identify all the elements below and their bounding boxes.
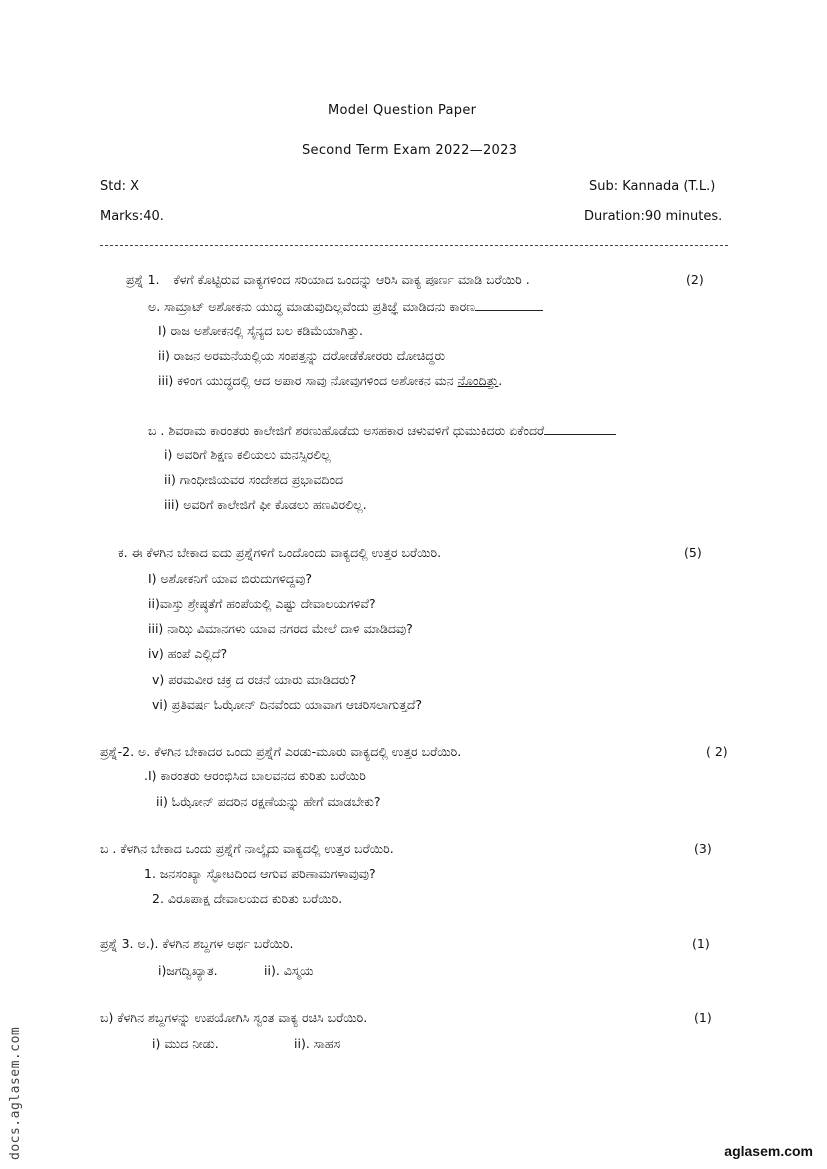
underlined-word: ನೊಂದಿತ್ತು [457, 373, 499, 388]
q1-text: ಕೆಳಗೆ ಕೊಟ್ಟಿರುವ ವಾಕ್ಯಗಳಿಂದ ಸರಿಯಾದ ಒಂದನ್ನು ಆರಿಸಿ ವಾಕ್ಯ ಪೂರ್ಣ ಮಾಡಿ ಬರೆಯಿರಿ . [173, 272, 530, 287]
q1a-option-3-text: iii) ಕಳಿಂಗ ಯುದ್ಧದಲ್ಲಿ ಆದ ಅಪಾರ ಸಾವು ನೋವುಗಳಿಂದ ಅಶೋಕನ ಮನ [158, 373, 458, 388]
q1a-option-2: ii) ರಾಜನ ಅರಮನೆಯಲ್ಲಿಯ ಸಂಪತ್ತನ್ನು ದರೋಡೆಕೋರರು ದೋಚಿದ್ದರು [158, 348, 446, 363]
q2b-heading: ಬ . ಕೆಳಗಿನ ಬೇಕಾದ ಒಂದು ಪ್ರಶ್ನೆಗೆ ನಾಲ್ಕೈದು ವಾಕ್ಯದಲ್ಲಿ ಉತ್ತರ ಬರೆಯಿರಿ. [100, 841, 394, 856]
q2b-item-2: 2. ವಿರೂಪಾಕ್ಷ ದೇವಾಲಯದ ಕುರಿತು ಬರೆಯಿರಿ. [152, 891, 343, 906]
q2-item-2: ii) ಓಝೋನ್ ಪದರಿನ ರಕ್ಷಣೆಯನ್ನು ಹೇಗೆ ಮಾಡಬೇಕು? [156, 794, 381, 809]
q3b-marks: (1) [694, 1010, 712, 1025]
std-label: Std: X [100, 179, 140, 194]
q3b-item-1: i) ಮುದ ನೀಡು. [152, 1036, 219, 1051]
q1k-marks: (5) [684, 545, 702, 560]
q2b-marks: (3) [694, 841, 712, 856]
q1b-option-3: iii) ಅವರಿಗೆ ಕಾಲೇಜಿಗೆ ಫೀ ಕೊಡಲು ಹಣವಿರಲಿಲ್ಲ. [164, 497, 367, 512]
q1k-item-4: iv) ಹಂಪೆ ಎಲ್ಲಿದೆ? [148, 646, 228, 661]
q3-heading: ಪ್ರಶ್ನೆ 3. ಅ.). ಕೆಳಗಿನ ಶಬ್ದಗಳ ಅರ್ಥ ಬರೆಯಿರಿ. [100, 936, 294, 951]
marks-label: Marks:40. [100, 209, 164, 224]
q1k-item-2: ii)ವಾಸ್ತು ಶ್ರೇಷ್ಠತೆಗೆ ಹಂಪೆಯಲ್ಲಿ ಎಷ್ಟು ದೇವಾಲಯಗಳಿವೆ? [148, 596, 376, 611]
q3-marks: (1) [692, 936, 710, 951]
subject-label: Sub: Kannada (T.L.) [589, 179, 716, 194]
header-separator [100, 245, 728, 246]
q1-heading [126, 272, 530, 288]
q1k-item-5: v) ಪರಮವೀರ ಚಕ್ರ ದ ರಚನೆ ಯಾರು ಮಾಡಿದರು? [152, 672, 357, 687]
duration-label: Duration:90 minutes. [584, 209, 723, 224]
q2-item-1: .I) ಕಾರಂತರು ಆರಂಭಿಸಿದ ಬಾಲವನದ ಕುರಿತು ಬರೆಯಿರಿ [144, 768, 366, 783]
q1a-stem-row [148, 298, 543, 315]
q3b-heading: ಬ) ಕೆಳಗಿನ ಶಬ್ದಗಳನ್ನು ಉಪಯೋಗಿಸಿ ಸ್ವಂತ ವಾಕ್ಯ ರಚಿಸಿ ಬರೆಯಿರಿ. [100, 1010, 368, 1025]
q1b-option-1: i) ಅವರಿಗೆ ಶಿಕ್ಷಣ ಕಲಿಯಲು ಮನಸ್ಸಿರಲಿಲ್ಲ [164, 447, 331, 462]
q1b-option-2: ii) ಗಾಂಧೀಜಿಯವರ ಸಂದೇಶದ ಪ್ರಭಾವದಿಂದ [164, 472, 344, 487]
q3-item-2: ii). ವಿಸ್ಮಯ [264, 963, 314, 978]
q1a-option-3 [158, 373, 502, 389]
side-watermark: docs.aglasem.com [8, 1026, 23, 1160]
q1-label: ಪ್ರಶ್ನೆ 1. [126, 272, 160, 287]
q1k-item-3: iii) ನಾಝಿ ವಿಮಾನಗಳು ಯಾವ ನಗರದ ಮೇಲೆ ದಾಳಿ ಮಾಡಿದವು? [148, 621, 413, 636]
q1b-stem: ಬ . ಶಿವರಾಮ ಕಾರಂತರು ಕಾಲೇಜಿಗೆ ಶರಣುಹೊಡೆದು ಅಸಹಕಾರ ಚಳುವಳಿಗೆ ಧುಮುಕಿದರು ಏಕೆಂದರೆ [148, 423, 545, 438]
paper-title: Model Question Paper [328, 103, 477, 118]
q1k-heading: ಕ. ಈ ಕೆಳಗಿನ ಬೇಕಾದ ಐದು ಪ್ರಶ್ನೆಗಳಿಗೆ ಒಂದೊಂದು ವಾಕ್ಯದಲ್ಲಿ ಉತ್ತರ ಬರೆಯಿರಿ. [118, 545, 442, 560]
q3-item-1: i)ಜಗದ್ವಿಖ್ಯಾತ. [158, 963, 218, 978]
q1k-item-1: I) ಅಶೋಕನಿಗೆ ಯಾವ ಬಿರುದುಗಳಿದ್ದವು? [148, 571, 312, 586]
exam-name: Second Term Exam 2022—2023 [302, 143, 518, 158]
q1-marks: (2) [686, 272, 704, 287]
q1a-stem: ಅ. ಸಾಮ್ರಾಟ್ ಅಶೋಕನು ಯುದ್ಧ ಮಾಡುವುದಿಲ್ಲವೆಂದು ಪ್ರತಿಜ್ಞೆ ಮಾಡಿದನು ಕಾರಣ [148, 299, 476, 314]
q2b-item-1: 1. ಜನಸಂಖ್ಯಾ ಸ್ಫೋಟದಿಂದ ಆಗುವ ಪರಿಣಾಮಗಳಾವುವು? [144, 866, 376, 881]
answer-blank [475, 298, 543, 311]
q2-heading: ಪ್ರಶ್ನೆ-2. ಅ. ಕೆಳಗಿನ ಬೇಕಾದರ ಒಂದು ಪ್ರಶ್ನೆಗೆ ಎರಡು-ಮೂರು ವಾಕ್ಯದಲ್ಲಿ ಉತ್ತರ ಬರೆಯಿರಿ. [100, 744, 462, 759]
answer-blank [544, 422, 616, 435]
q1b-stem-row [148, 422, 616, 439]
q3b-item-2: ii). ಸಾಹಸ [294, 1036, 341, 1051]
brand-logo-text[interactable]: aglasem.com [724, 1143, 813, 1159]
q1k-item-6: vi) ಪ್ರತಿವರ್ಷ ಓಝೋನ್ ದಿನವೆಂದು ಯಾವಾಗ ಆಚರಿಸಲಾಗುತ್ತದೆ? [152, 697, 423, 712]
q1a-option-3-end: . [498, 373, 503, 388]
q1a-option-1: I) ರಾಜ ಅಶೋಕನಲ್ಲಿ ಸೈನ್ಯದ ಬಲ ಕಡಿಮೆಯಾಗಿತ್ತು. [158, 323, 363, 338]
q2-marks: ( 2) [706, 744, 728, 759]
